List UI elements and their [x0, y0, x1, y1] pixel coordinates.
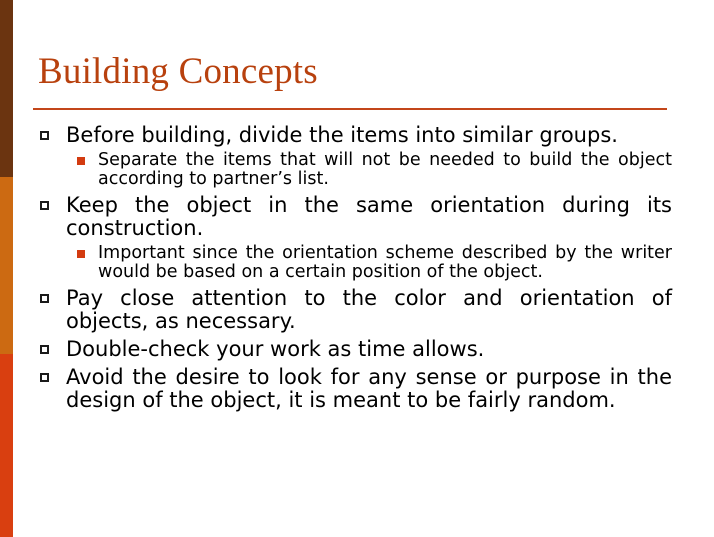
- square-bullet-icon: [40, 294, 49, 303]
- sub-bullet-item: [66, 151, 672, 189]
- bullet-text: Avoid the desire to look for any sense or purpose in the design of the object, it is meant to be fairly random.: [66, 365, 672, 412]
- bullet-list: [40, 124, 672, 417]
- accent-bar-bottom: [0, 354, 13, 537]
- sub-bullet-list: [66, 244, 672, 282]
- square-bullet-icon: [40, 131, 49, 140]
- filled-square-bullet-icon: [77, 157, 85, 165]
- sub-bullet-list: [66, 151, 672, 189]
- sub-bullet-text: Separate the items that will not be needed to build the object according to partner’s list.: [98, 150, 672, 189]
- accent-bar-middle: [0, 177, 13, 354]
- filled-square-bullet-icon: [77, 250, 85, 258]
- sub-bullet-item: [66, 244, 672, 282]
- square-bullet-icon: [40, 201, 49, 210]
- bullet-item: [40, 338, 672, 361]
- bullet-text: Double-check your work as time allows.: [66, 337, 485, 361]
- bullet-item: [40, 194, 672, 282]
- accent-bar-top: [0, 0, 13, 177]
- square-bullet-icon: [40, 345, 49, 354]
- bullet-text: Before building, divide the items into similar groups.: [66, 123, 618, 147]
- bullet-text: Pay close attention to the color and orientation of objects, as necessary.: [66, 286, 672, 333]
- square-bullet-icon: [40, 373, 49, 382]
- bullet-text: Keep the object in the same orientation during its construction.: [66, 193, 672, 240]
- bullet-item: [40, 287, 672, 333]
- bullet-item: [40, 124, 672, 189]
- title-divider: [33, 108, 667, 110]
- sub-bullet-text: Important since the orientation scheme described by the writer would be based on a certain position of the object.: [98, 243, 672, 282]
- bullet-item: [40, 366, 672, 412]
- slide-title: Building Concepts: [38, 51, 318, 92]
